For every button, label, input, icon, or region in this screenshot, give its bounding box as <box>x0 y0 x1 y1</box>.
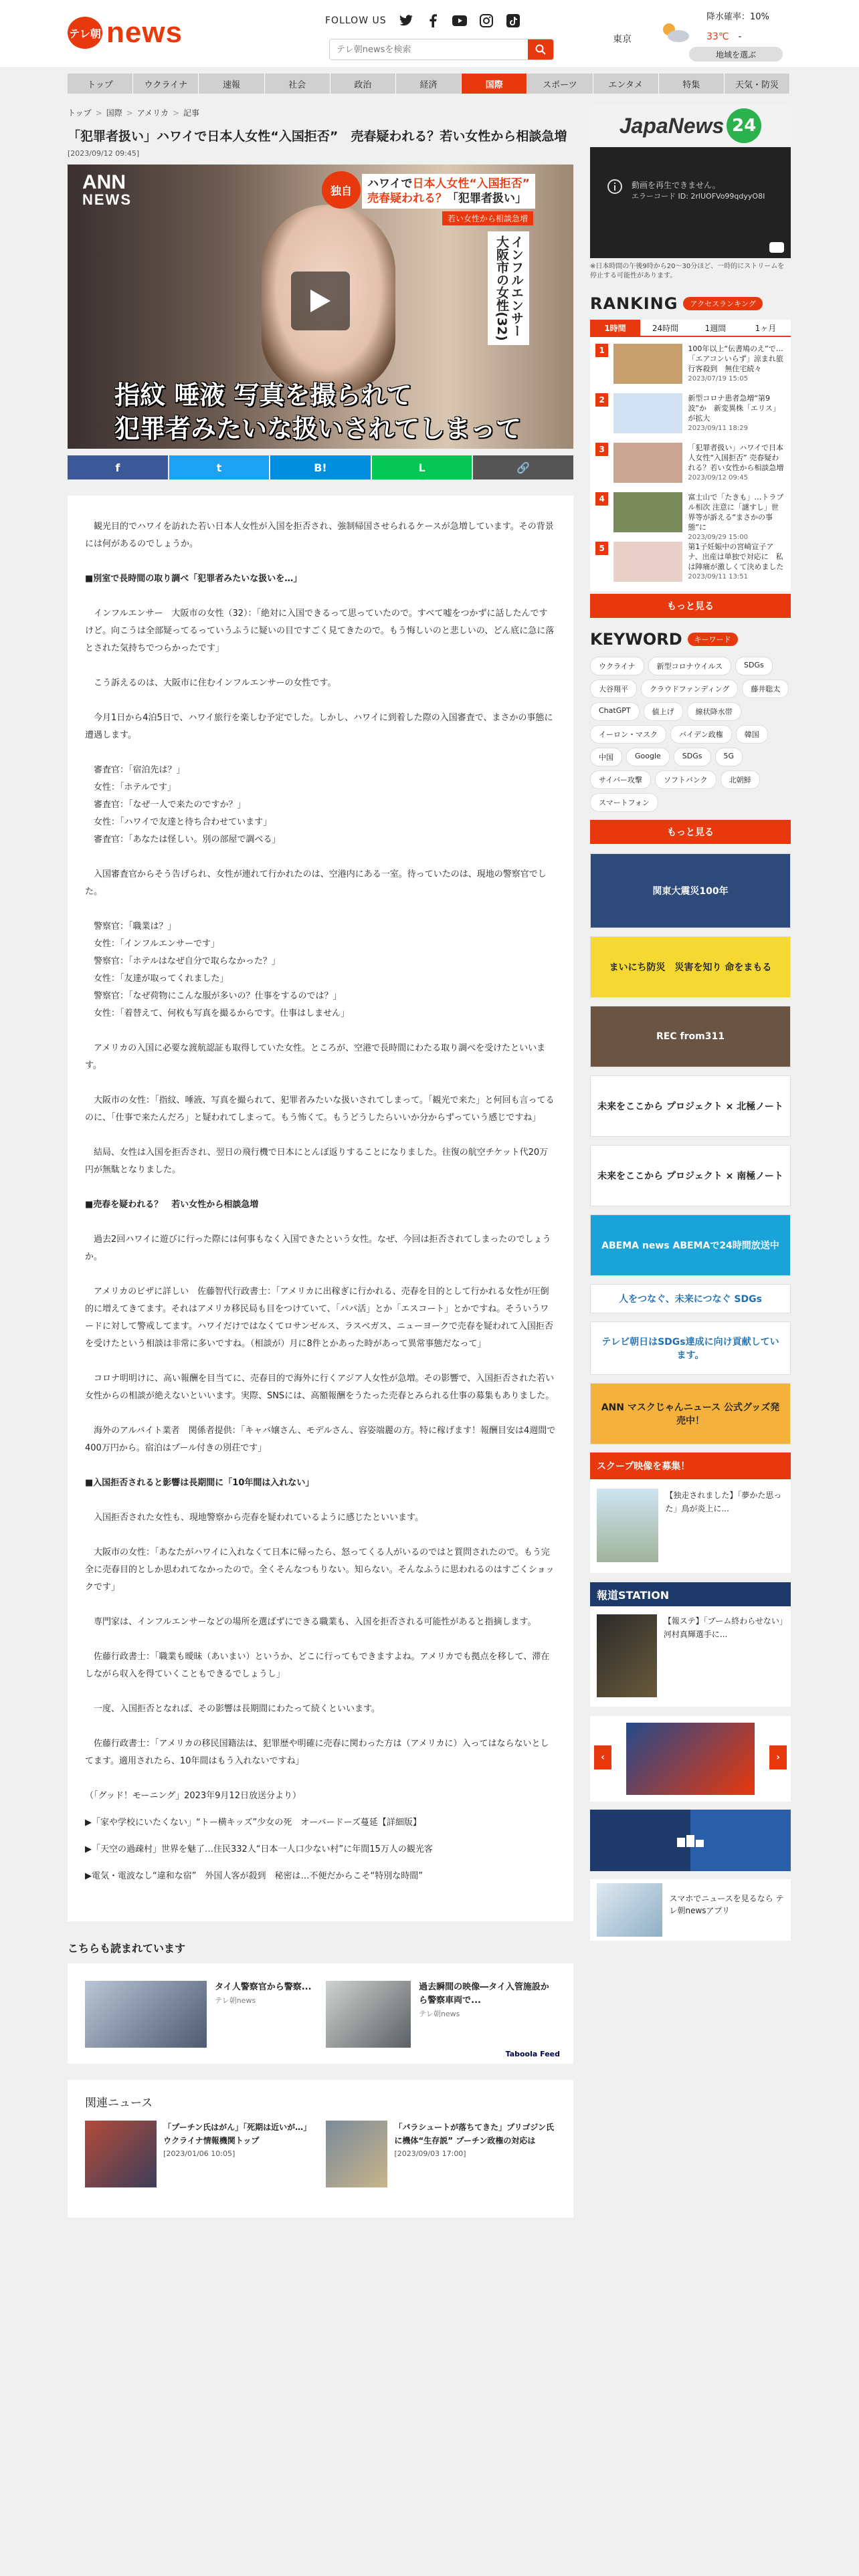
article-paragraph[interactable]: ▶「天空の過疎村」世界を魅了…住民332人“日本一人口少ない村”に年間15万人の観光客 <box>85 1844 433 1854</box>
keyword-tag[interactable]: バイデン政権 <box>670 725 732 744</box>
video-caption-1: 指紋 唾液 写真を撮られて <box>114 381 412 410</box>
weather-widget <box>606 5 791 63</box>
video-headline-2-red: 売春疑われる？ <box>367 192 447 205</box>
ranking-number: 4 <box>595 492 608 506</box>
article-date: [2023/09/12 09:45] <box>68 149 140 158</box>
nav-item[interactable]: 天気・防災 <box>725 74 790 94</box>
breadcrumb-item: 記事 <box>183 108 200 118</box>
region-select-button[interactable]: 地域を選ぶ <box>689 47 783 62</box>
video-error <box>607 179 765 201</box>
search-box <box>329 39 554 60</box>
ranking-item[interactable] <box>595 443 785 492</box>
ranking-date: 2023/09/11 18:29 <box>688 425 748 432</box>
related-date: [2023/01/06 10:05] <box>163 2149 235 2158</box>
station-thumbnail <box>597 1614 657 1697</box>
japanews24-logo[interactable] <box>590 104 791 147</box>
article-subheading: ■別室で長時間の取り調べ「犯罪者みたいな扱いを…」 <box>85 574 302 584</box>
keyword-tag[interactable]: 中国 <box>590 748 622 766</box>
also-read-box <box>68 1963 573 2064</box>
keyword-tag[interactable]: 新型コロナウイルス <box>648 657 731 675</box>
nav-item[interactable]: 経済 <box>396 74 462 94</box>
keyword-tag[interactable]: 値上げ <box>644 702 683 721</box>
article-paragraph: こう訴えるのは、大阪市に住むインフルエンサーの女性です。 <box>85 678 337 688</box>
ranking-header <box>590 294 791 313</box>
breadcrumb-separator: > <box>95 108 102 118</box>
follow-us <box>325 13 520 28</box>
also-read-title: タイ人警察官から警察... <box>215 1982 312 1992</box>
ranking-date: 2023/09/29 15:00 <box>688 534 748 541</box>
ranking-title: 「犯罪者扱い」ハワイで日本人女性“入国拒否” 売春疑われる？若い女性から相談急増 <box>688 443 784 472</box>
rain-probability: 降水確率：10% <box>706 12 769 22</box>
scoop-text: 【独走されました】「夢かた思った」鳥が炎上に... <box>665 1491 782 1513</box>
sidebar-banner[interactable]: まいにち防災 災害を知り 命をまもる <box>590 936 791 998</box>
also-read-card[interactable] <box>85 1981 312 2048</box>
ranking-text <box>688 393 785 443</box>
carousel-next-button[interactable]: › <box>769 1745 787 1769</box>
article-paragraph: インフルエンサー 大阪市の女性（32）：「絶対に入国できるって思っていたので。すべて嘘をつかずに話したんですけど。向こうは全部疑ってるっていうふうに疑いの目ですごく見てきたので。もう悔しいのと悲しいの、どん底に急に落とされた気持ちでつらかったです」 <box>85 609 555 653</box>
keyword-pill: キーワード <box>688 633 738 646</box>
keyword-tag[interactable]: スマートフォン <box>590 793 658 812</box>
ranking-thumbnail <box>613 344 682 384</box>
breadcrumb-separator: > <box>126 108 133 118</box>
station-poll-icon <box>677 1834 704 1847</box>
stream-note: ※日本時間の午後9時から20～30分ほど、一時的にストリームを停止する可能性があります。 <box>590 263 785 280</box>
keyword-tag[interactable]: ChatGPT <box>590 702 640 721</box>
keyword-tag[interactable]: Google <box>626 748 670 766</box>
app-promo-text: スマホでニュースを見るなら テレ朝newsアプリ <box>669 1894 784 1915</box>
ranking-tab[interactable]: 1週間 <box>690 320 741 336</box>
app-promo-image <box>597 1883 662 1937</box>
article-paragraph: 結局、女性は入国を拒否され、翌日の飛行機で日本にとんぼ返りすることになりました。往復の航空チケット代20万円が無駄となりました。 <box>85 1148 549 1175</box>
main-column <box>68 100 573 2218</box>
ranking-more-button[interactable]: もっと見る <box>590 594 791 618</box>
ranking-tab[interactable]: 1時間 <box>590 320 640 336</box>
article-subheading: ■売春を疑われる？ 若い女性から相談急増 <box>85 1200 259 1210</box>
scoop-header[interactable]: スクープ映像を募集！ <box>590 1453 791 1479</box>
article-paragraph: 観光目的でハワイを訪れた若い日本人女性が入国を拒否され、強制帰国させられるケースが急増しています。その背景には何があるのでしょうか。 <box>85 522 554 549</box>
play-icon <box>310 290 330 312</box>
video-caption <box>114 379 521 445</box>
keyword-more-button[interactable]: もっと見る <box>590 820 791 844</box>
related-date: [2023/09/03 17:00] <box>394 2149 466 2158</box>
video-headline-1: ハワイで <box>367 177 413 191</box>
video-headline-2: 「犯罪者扱い」 <box>447 192 527 205</box>
also-read-heading: こちらも読まれています <box>68 1942 186 1955</box>
ranking-tab[interactable]: 1ヶ月 <box>741 320 791 336</box>
taboola-feed-link[interactable]: Taboola Feed <box>505 2050 560 2058</box>
station-text: 【報ステ】「ブーム終わらせない」河村真輝選手に... <box>663 1616 783 1639</box>
carousel-image[interactable] <box>626 1723 755 1795</box>
keyword-tag[interactable]: SDGs <box>735 657 773 675</box>
article-body <box>68 496 573 1921</box>
article-paragraph: 過去2回ハワイに遊びに行った際には何事もなく入国できたという女性。なぜ、今回は拒否されてしまったのでしょうか。 <box>85 1235 551 1262</box>
keyword-tag[interactable]: 韓国 <box>736 725 768 744</box>
video-headline-1-red: 日本人女性“入国拒否” <box>412 177 530 191</box>
related-thumbnail <box>326 2121 387 2187</box>
related-thumbnail <box>85 2121 157 2187</box>
breadcrumb-separator: > <box>172 108 180 118</box>
share-button[interactable]: L <box>372 455 472 479</box>
instagram-icon[interactable] <box>479 13 494 28</box>
sidebar-banner[interactable]: 人をつなぐ、未来につなぐ SDGs <box>590 1284 791 1313</box>
ranking-thumbnail <box>613 393 682 433</box>
japanews24-number: 24 <box>727 108 761 143</box>
ranking-date: 2023/09/11 13:51 <box>688 573 748 580</box>
sidebar-banner[interactable]: テレビ朝日はSDGs達成に向け貢献しています。 <box>590 1321 791 1375</box>
sidebar <box>590 104 791 1941</box>
ranking-tabs <box>590 320 791 337</box>
station-ann-poll-banner[interactable] <box>590 1810 791 1871</box>
search-input[interactable] <box>330 39 528 60</box>
sidebar-banner[interactable]: REC from311 <box>590 1006 791 1067</box>
station-header[interactable]: 報道STATION <box>590 1582 791 1606</box>
share-bar <box>68 455 573 479</box>
breadcrumb-item[interactable]: トップ <box>68 108 92 118</box>
twitter-icon[interactable] <box>399 13 413 28</box>
sidebar-banner[interactable]: 未来をここから プロジェクト × 南極ノート <box>590 1145 791 1206</box>
breadcrumb-item[interactable]: アメリカ <box>136 108 169 118</box>
ranking-text <box>688 492 785 542</box>
search-button[interactable] <box>528 39 553 60</box>
keyword-tag[interactable]: SDGs <box>674 748 711 766</box>
keyword-tag[interactable]: クラウドファンディング <box>641 679 738 698</box>
japanews24-title: JapaNews <box>619 113 725 138</box>
article-paragraph[interactable]: ▶「家や学校にいたくない」“トー横キッズ”少女の死 オーバードーズ蔓延【詳細版】 <box>85 1818 421 1828</box>
video-caption-2: 犯罪者みたいな扱いされてしまって <box>114 414 522 443</box>
ranking-date: 2023/09/12 09:45 <box>688 474 748 481</box>
keyword-tag[interactable]: ウクライナ <box>590 657 644 675</box>
keyword-title: KEYWORD <box>590 630 682 649</box>
keyword-header <box>590 630 791 649</box>
global-nav <box>68 74 790 94</box>
ranking-number: 3 <box>595 443 608 456</box>
banner-carousel <box>590 1716 791 1802</box>
also-read-source: テレ朝news <box>419 2010 460 2018</box>
keyword-tag[interactable]: 5G <box>715 748 743 766</box>
keyword-tag[interactable]: 大谷翔平 <box>590 679 637 698</box>
nav-item[interactable]: ウクライナ <box>133 74 199 94</box>
keyword-tag[interactable]: サイバー攻撃 <box>590 770 651 789</box>
video-vertical-caption: インフルエンサー 大阪市の女性(32) <box>488 231 529 345</box>
scoop-box[interactable] <box>590 1479 791 1573</box>
ranking-thumbnail <box>613 443 682 483</box>
article-title: 「犯罪者扱い」ハワイで日本人女性“入国拒否” 売春疑われる？若い女性から相談急増 <box>68 129 567 144</box>
ranking-pill: アクセスランキング <box>683 297 762 310</box>
temp-low: - <box>738 31 742 42</box>
ranking-thumbnail <box>613 542 682 582</box>
sidebar-banner[interactable]: 関東大震災100年 <box>590 853 791 928</box>
article-paragraph: （「グッド！モーニング」2023年9月12日放送分より） <box>85 1791 301 1801</box>
article-paragraph: 専門家は、インフルエンサーなどの場所を選ばずにできる職業も、入国を拒否される可能性があると指摘します。 <box>85 1617 537 1627</box>
article-paragraph[interactable]: ▶電気・電波なし“違和な宿” 外国人客が殺到 秘密は…不便だからこそ“特別な時間” <box>85 1871 423 1881</box>
carousel-prev-button[interactable]: ‹ <box>594 1745 611 1769</box>
ranking-text <box>688 542 785 591</box>
ranking-title: 第1子妊娠中の宮崎宣子アナ、出産は単独で対応に 私は陣痛が激しくて決めました <box>688 542 784 571</box>
app-promo[interactable] <box>590 1879 791 1941</box>
video-error-code: エラーコード ID: 2rlUOFVo99qdyyO8I <box>632 192 765 201</box>
share-button[interactable]: f <box>68 455 168 479</box>
video-error-text: 動画を再生できません。 <box>632 181 721 190</box>
tiktok-icon[interactable] <box>506 13 520 28</box>
logo-ex: テレ朝 <box>68 17 102 49</box>
banner-list <box>590 853 791 1444</box>
station-box[interactable] <box>590 1606 791 1707</box>
article-paragraph: 今月1日から4泊5日で、ハワイ旅行を楽しむ予定でした。しかし、ハワイに到着した際の入国審査で、まさかの事態に遭遇します。 <box>85 713 553 740</box>
japanews24-player[interactable] <box>590 147 791 258</box>
related-title: 「プーチン氏はがん」「死期は近いが…」ウクライナ情報機関トップ <box>163 2123 312 2145</box>
nav-item[interactable]: 政治 <box>330 74 396 94</box>
article-paragraph: 入国拒否された女性も、現地警察から売春を疑われているように感じたといいます。 <box>85 1513 423 1523</box>
related-title: 「パラシュートが落ちてきた」プリゴジン氏に機体“生存説” プーチン政権の対応は <box>394 2123 555 2145</box>
japanews24-widget <box>590 104 791 258</box>
sun-cloud-icon <box>653 19 693 48</box>
ranking-title: 100年以上“伝書鳩のえ”で…「エアコンいらず」涼まれ旅行客殺到 無住宅続々 <box>688 344 783 373</box>
also-read-source: テレ朝news <box>215 1996 256 2005</box>
weather-temp <box>706 29 742 43</box>
ranking-number: 1 <box>595 344 608 357</box>
youtube-icon[interactable] <box>769 242 784 253</box>
ranking-list <box>590 337 791 591</box>
article-paragraph: アメリカのビザに詳しい 佐藤智代行政書士：「アメリカに出稼ぎに行かれる、売春を目的として行かれる女性が圧倒的に増えてきてます。それはアメリカ移民局も目をつけていて、「パパ活」とか「エスコート」とかですね。そういうワードに対して警戒してます。ハワイだけではなくてロサンゼルス、ラスベガス、ニューヨークで売春を疑われて入国拒否を受けたという相談は非常に多いですね。（相談が）月に8件とかあった時があって異常事態だなって」 <box>85 1287 553 1349</box>
ranking-number: 2 <box>595 393 608 407</box>
ranking-text <box>688 344 785 393</box>
exclusive-badge: 独自 <box>322 171 361 209</box>
play-button[interactable] <box>291 272 350 330</box>
article-paragraph: 大阪市の女性：「指紋、唾液、写真を撮られて、犯罪者みたいな扱いされてしまって。「観光で来た」と何回も言ってるのに、「仕事で来たんだろ」と疑われてしまって。もう怖くて。もうどうしたらいいか分からずっていう感じですね」 <box>85 1095 555 1123</box>
article-paragraph: 警察官：「職業は？」 女性：「インフルエンサーです」 警察官：「ホテルはなぜ自分で取らなかった？」 女性：「友達が取ってくれました」 警察官：「なぜ荷物にこんな服が多いの？仕事をするのでは？」 女性：「着替えて、何枚も写真を撮るからです。仕事はしません」 <box>94 922 350 1018</box>
video-subtag: 若い女性から相談急増 <box>442 211 533 225</box>
facebook-icon[interactable] <box>425 13 440 28</box>
ranking-number: 5 <box>595 542 608 555</box>
article-paragraph: 佐藤行政書士：「アメリカの移民国籍法は、犯罪歴や明確に売春に関わった方は（アメリカに）入ってはならないとしてます。適用されたら、10年間はもう入れないですね」 <box>85 1739 549 1766</box>
nav-item[interactable]: エンタメ <box>593 74 659 94</box>
search-icon <box>535 44 546 55</box>
follow-label: FOLLOW US <box>325 15 387 26</box>
ranking-tab[interactable]: 24時間 <box>640 320 690 336</box>
site-header <box>0 0 859 67</box>
article-paragraph: 入国審査官からそう告げられ、女性が連れて行かれたのは、空港内にある一室。待っていたのは、現地の警察官でした。 <box>85 869 547 897</box>
keyword-tag[interactable]: ソフトバンク <box>655 770 717 789</box>
breadcrumb-item[interactable]: 国際 <box>106 108 122 118</box>
ann-news-logo <box>82 171 132 209</box>
also-read-thumbnail <box>85 1981 207 2048</box>
nav-item[interactable]: 国際 <box>462 74 527 94</box>
nav-item[interactable]: スポーツ <box>527 74 593 94</box>
video-player[interactable] <box>68 165 573 449</box>
weather-city: 東京 <box>613 34 632 45</box>
ranking-title: 富士山で「たきも」…トラブル相次 注意に「謎すし」世界等が訴える“まさかの事態”に <box>688 493 784 532</box>
related-item[interactable] <box>85 2121 315 2187</box>
keyword-tag[interactable]: 線状降水帯 <box>687 702 741 721</box>
scoop-thumbnail <box>597 1489 658 1562</box>
article-paragraph: 審査官：「宿泊先は？」 女性：「ホテルです」 審査官：「なぜ一人で来たのですか？」 女性：「ハワイで友達と待ち合わせています」 審査官：「あなたは怪しい。別の部屋で調べる」 <box>94 765 281 845</box>
keyword-list <box>590 657 791 812</box>
temp-high: 33℃ <box>706 31 729 42</box>
ann-logo-bottom: NEWS <box>82 191 132 208</box>
also-read-thumbnail <box>326 1981 411 2048</box>
share-button[interactable]: B! <box>270 455 371 479</box>
article-subheading: ■入国拒否されると影響は長期間に「10年間は入れない」 <box>85 1478 314 1488</box>
ranking-text <box>688 443 785 492</box>
article-paragraph: 佐藤行政書士：「職業も曖昧（あいまい）というか、どこに行ってもできますよね。アメリカでも拠点を移して、滞在しながら収入を得ていくこともできるでしょうし」 <box>85 1652 550 1679</box>
logo-news: news <box>106 16 183 49</box>
ranking-item[interactable] <box>595 492 785 542</box>
nav-item[interactable]: 社会 <box>265 74 330 94</box>
article-paragraph: 大阪市の女性：「あなたがハワイに入れなくて日本に帰ったら、怒ってくる人がいるのではと質問されたので。もう完全に売春目的としか思われてなかったので。全くそんなつもりない。知らない。そんなふうに思われるのはすごくショックです」 <box>85 1547 555 1592</box>
keyword-tag[interactable]: イーロン・マスク <box>590 725 666 744</box>
ranking-item[interactable] <box>595 542 785 591</box>
article-paragraph: アメリカの入国に必要な渡航認証も取得していた女性。ところが、空港で長時間にわたる取り調べを受けたといいます。 <box>85 1043 546 1071</box>
related-heading: 関連ニュース <box>85 2097 153 2110</box>
ranking-item[interactable] <box>595 344 785 393</box>
info-icon <box>607 179 622 194</box>
youtube-icon[interactable] <box>452 13 467 28</box>
site-logo[interactable] <box>68 16 183 49</box>
ranking-thumbnail <box>613 492 682 532</box>
sidebar-banner[interactable]: ABEMA news ABEMAで24時間放送中 <box>590 1214 791 1276</box>
ranking-date: 2023/07/19 15:05 <box>688 375 748 383</box>
keyword-tag[interactable]: 藤井聡太 <box>742 679 789 698</box>
share-button[interactable]: 🔗 <box>473 455 573 479</box>
ranking-title: RANKING <box>590 294 678 313</box>
keyword-tag[interactable]: 北朝鮮 <box>721 770 760 789</box>
share-button[interactable]: t <box>169 455 270 479</box>
sidebar-banner[interactable]: ANN マスクじゃんニュース 公式グッズ発売中！ <box>590 1383 791 1444</box>
related-news <box>68 2080 573 2218</box>
sidebar-banner[interactable]: 未来をここから プロジェクト × 北極ノート <box>590 1075 791 1137</box>
video-headline <box>362 174 535 209</box>
nav-item[interactable]: 特集 <box>659 74 725 94</box>
breadcrumb <box>68 107 573 118</box>
article-paragraph: コロナ明明けに、高い報酬を目当てに、売春目的で海外に行くアジア人女性が急増。その影響で、入国拒否された若い女性からの相談が絶えないといいます。実際、SNSには、高額報酬をうたった売春とみられる仕事の募集もありました。 <box>85 1374 555 1401</box>
also-read-section <box>68 1940 573 2064</box>
related-item[interactable] <box>326 2121 556 2187</box>
ranking-item[interactable] <box>595 393 785 443</box>
also-read-title: 過去瞬間の映像―タイ入管施設から警察車両で... <box>419 1982 549 2006</box>
ann-logo-top: ANN <box>82 171 126 193</box>
also-read-card[interactable] <box>326 1981 553 2048</box>
ranking-title: 新型コロナ患者急増“第9波”か 新変異株「エリス」が拡大 <box>688 394 780 423</box>
nav-item[interactable]: トップ <box>68 74 133 94</box>
article-paragraph: 一度、入国拒否となれば、その影響は長期間にわたって続くといいます。 <box>85 1704 380 1714</box>
nav-item[interactable]: 速報 <box>199 74 264 94</box>
article-paragraph: 海外のアルバイト業者 関係者提供：「キャバ嬢さん、モデルさん、容姿端麗の方。特に稼げます！報酬目安は4週間で400万円から。宿泊はプール付きの別荘です」 <box>85 1426 556 1453</box>
